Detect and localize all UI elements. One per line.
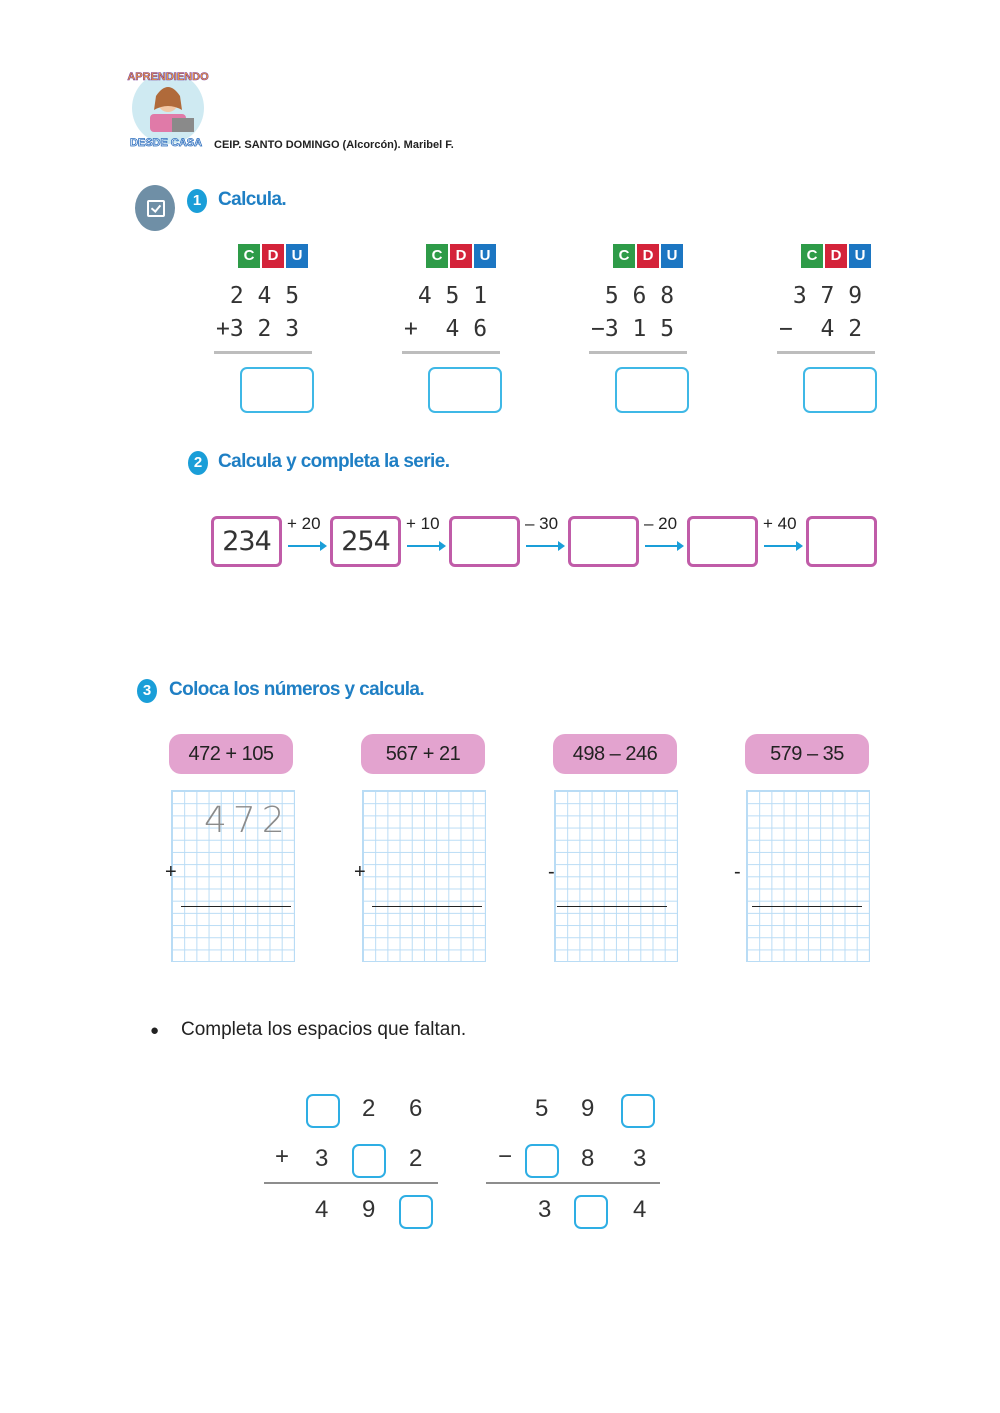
series-box[interactable] xyxy=(687,516,758,567)
digit: 2 xyxy=(362,1095,376,1122)
missing-digit-box[interactable] xyxy=(621,1094,655,1128)
missing-digit-box[interactable] xyxy=(306,1094,340,1128)
grid-rule xyxy=(372,906,482,907)
grid-paper[interactable] xyxy=(362,790,486,962)
grid-rule xyxy=(181,906,291,907)
digit: 3 xyxy=(315,1145,329,1172)
digit: 9 xyxy=(362,1196,376,1223)
exercise1-number: 1 xyxy=(187,189,207,213)
school-name: CEIP. SANTO DOMINGO (Alcorcón). Maribel F. xyxy=(214,139,454,151)
arrow-icon xyxy=(288,545,324,547)
arrow-icon xyxy=(407,545,443,547)
step-label: + 20 xyxy=(287,514,321,533)
operation-bottom: +3 2 3 xyxy=(216,316,300,342)
series-box[interactable] xyxy=(806,516,877,567)
series-box: 234 xyxy=(211,516,282,567)
exercise3-title: Coloca los números y calcula. xyxy=(169,679,425,700)
cdu-header: C D U xyxy=(426,244,496,268)
sum-rule xyxy=(589,351,687,354)
operation-top: 5 6 8 xyxy=(591,283,675,309)
exercise2-number: 2 xyxy=(188,451,208,475)
series-box[interactable] xyxy=(449,516,520,567)
expression-pill: 498 – 246 xyxy=(553,734,677,774)
series-box[interactable] xyxy=(568,516,639,567)
missing-digit-box[interactable] xyxy=(352,1144,386,1178)
step-label: + 40 xyxy=(763,514,797,533)
logo-top-text: APRENDIENDO xyxy=(127,71,209,83)
digit: 4 xyxy=(633,1196,647,1223)
step-label: + 10 xyxy=(406,514,440,533)
operation-sign: − xyxy=(498,1143,513,1170)
expression-pill: 472 + 105 xyxy=(169,734,293,774)
logo-bottom-text: DESDE CASA xyxy=(129,137,203,149)
sum-rule xyxy=(264,1182,438,1184)
digit: 6 xyxy=(409,1095,423,1122)
grid-rule xyxy=(752,906,862,907)
answer-box[interactable] xyxy=(240,367,314,413)
arrow-icon xyxy=(764,545,800,547)
operation-bottom: + 4 6 xyxy=(404,316,488,342)
operation-sign: + xyxy=(354,861,366,883)
sum-rule xyxy=(777,351,875,354)
arrow-icon xyxy=(645,545,681,547)
digit: 3 xyxy=(538,1196,552,1223)
digit: 3 xyxy=(633,1145,647,1172)
cdu-header: C D U xyxy=(613,244,683,268)
cdu-header: C D U xyxy=(801,244,871,268)
expression-pill: 579 – 35 xyxy=(745,734,869,774)
step-label: – 30 xyxy=(525,514,559,533)
answer-box[interactable] xyxy=(428,367,502,413)
operation-top: 3 7 9 xyxy=(779,283,863,309)
missing-digit-box[interactable] xyxy=(574,1195,608,1229)
digit: 5 xyxy=(535,1095,549,1122)
digit: 4 xyxy=(315,1196,329,1223)
operation-top: 4 5 1 xyxy=(404,283,488,309)
logo xyxy=(122,66,214,152)
expression-pill: 567 + 21 xyxy=(361,734,485,774)
grid-paper[interactable] xyxy=(554,790,678,962)
exercise2-title: Calcula y completa la serie. xyxy=(218,451,450,472)
check-badge-icon xyxy=(135,185,175,231)
bullet-icon: ● xyxy=(150,1022,160,1039)
arrow-icon xyxy=(526,545,562,547)
written-number: 472 xyxy=(204,800,291,841)
missing-digit-box[interactable] xyxy=(525,1144,559,1178)
exercise3-number: 3 xyxy=(137,679,157,703)
cdu-header: C D U xyxy=(238,244,308,268)
digit: 2 xyxy=(409,1145,423,1172)
operation-sign: + xyxy=(275,1143,290,1170)
grid-rule xyxy=(557,906,667,907)
operation-sign: + xyxy=(165,861,177,883)
operation-bottom: − 4 2 xyxy=(779,316,863,342)
sum-rule xyxy=(486,1182,660,1184)
step-label: – 20 xyxy=(644,514,678,533)
series-box: 254 xyxy=(330,516,401,567)
operation-sign: - xyxy=(548,861,555,883)
answer-box[interactable] xyxy=(615,367,689,413)
digit: 9 xyxy=(581,1095,595,1122)
operation-sign: - xyxy=(734,861,741,883)
operation-bottom: −3 1 5 xyxy=(591,316,675,342)
grid-paper[interactable] xyxy=(746,790,870,962)
exercise1-title: Calcula. xyxy=(218,189,287,210)
sum-rule xyxy=(402,351,500,354)
sum-rule xyxy=(214,351,312,354)
digit: 8 xyxy=(581,1145,595,1172)
operation-top: 2 4 5 xyxy=(216,283,300,309)
instruction-text: Completa los espacios que faltan. xyxy=(181,1019,467,1040)
answer-box[interactable] xyxy=(803,367,877,413)
missing-digit-box[interactable] xyxy=(399,1195,433,1229)
